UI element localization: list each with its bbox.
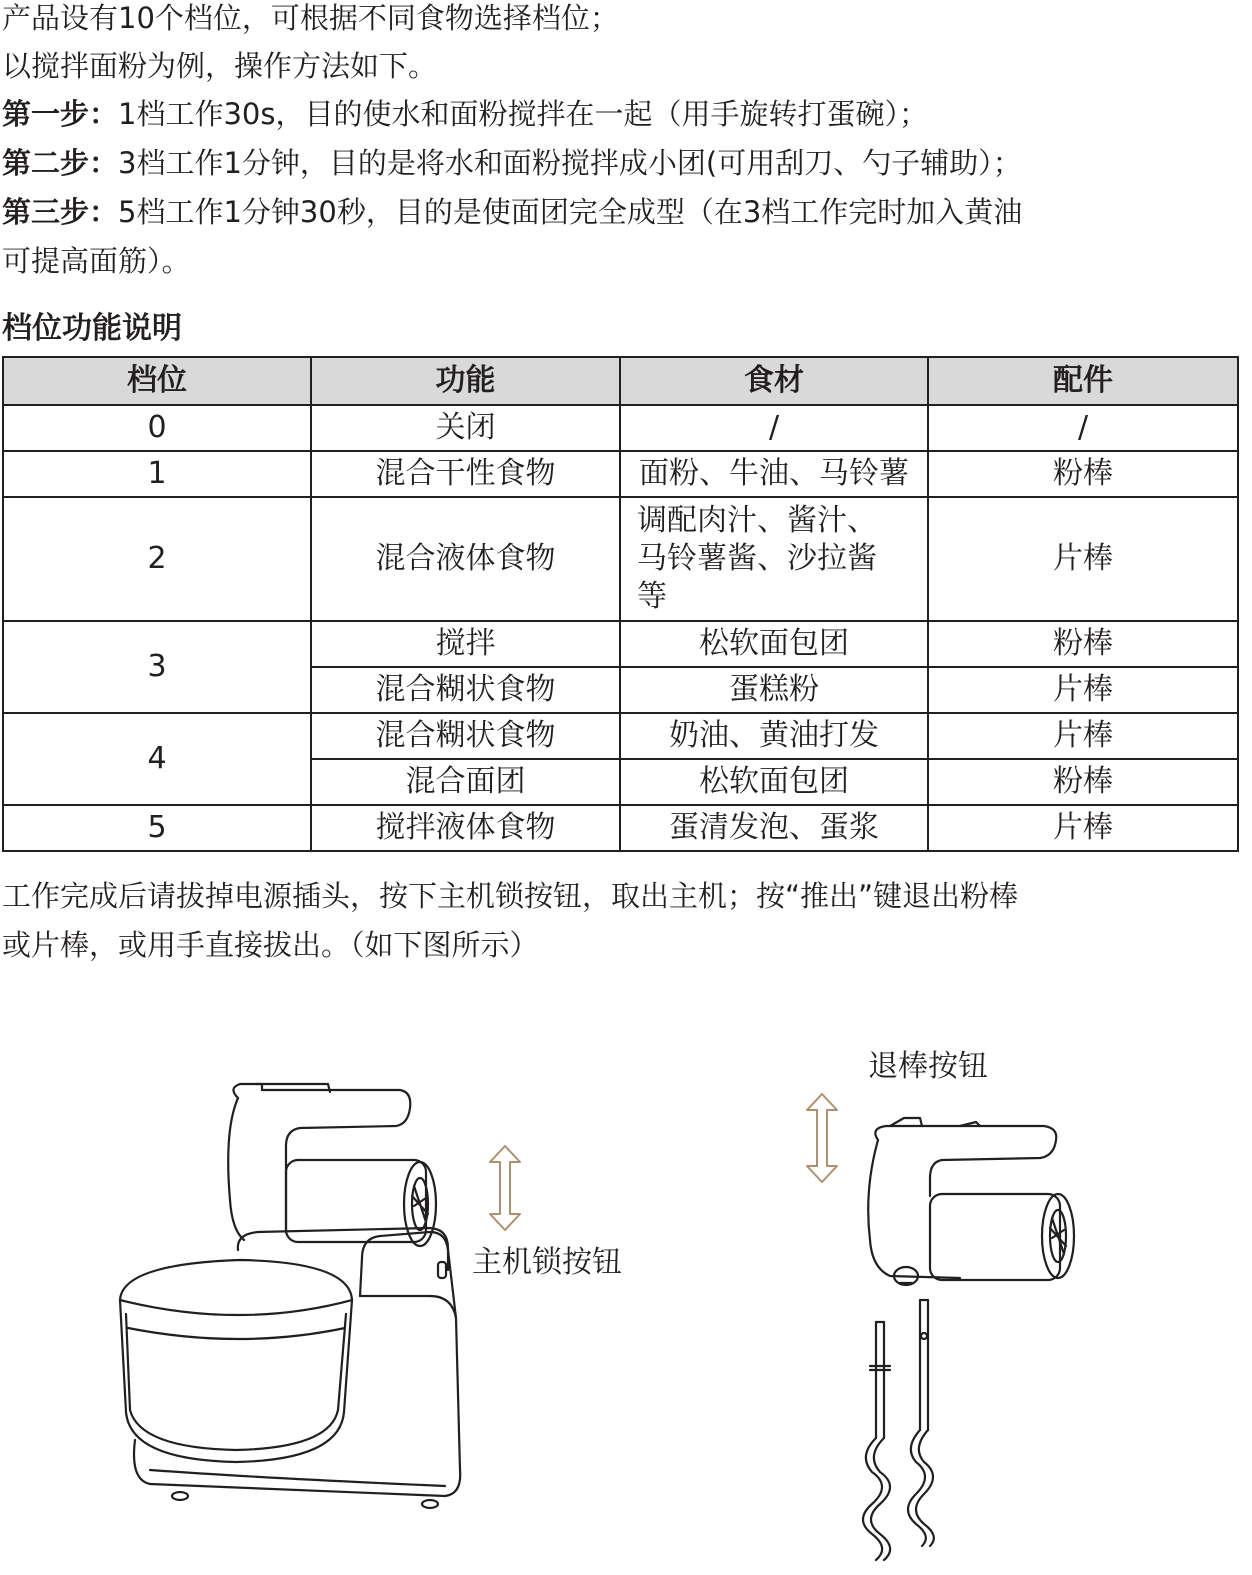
cell-accessory: 粉棒: [928, 621, 1238, 667]
lock-arrow-icon: [490, 1146, 520, 1230]
cell-food-line: 调配肉汁、酱汁、: [637, 503, 877, 538]
cell-food: 奶油、黄油打发: [620, 713, 928, 759]
cell-food: 松软面包团: [620, 759, 928, 805]
cell-food: 蛋糕粉: [620, 667, 928, 713]
after-line-2: 或片棒，或用手直接拔出。（如下图所示）: [2, 928, 539, 962]
cell-function: 混合液体食物: [311, 497, 620, 621]
cell-food: /: [620, 405, 928, 451]
step-3-label: 第三步：: [2, 195, 119, 229]
after-line-1: 工作完成后请拔掉电源插头，按下主机锁按钮，取出主机；按“推出”键退出粉棒: [2, 879, 1019, 913]
step-1-label: 第一步：: [2, 97, 119, 131]
cell-gear: 3: [3, 621, 311, 713]
cell-function: 混合糊状食物: [311, 667, 620, 713]
cell-accessory: 粉棒: [928, 759, 1238, 805]
cell-function: 搅拌液体食物: [311, 805, 620, 851]
cell-accessory: 片棒: [928, 497, 1238, 621]
step-2-label: 第二步：: [2, 146, 119, 180]
cell-function: 搅拌: [311, 621, 620, 667]
intro-line-1: 产品设有10个档位，可根据不同食物选择档位；: [2, 1, 619, 35]
step-2-text: 3档工作1分钟，目的是将水和面粉搅拌成小团(可用刮刀、勺子辅助）；: [118, 146, 1022, 180]
cell-gear: 5: [3, 805, 311, 851]
stand-mixer-illustration: [120, 1084, 460, 1508]
cell-gear: 0: [3, 405, 311, 451]
cell-food: 蛋清发泡、蛋浆: [620, 805, 928, 851]
cell-food-line: 马铃薯酱、沙拉酱: [637, 541, 877, 576]
cell-accessory: 粉棒: [928, 451, 1238, 497]
cell-accessory: 片棒: [928, 713, 1238, 759]
cell-function: 混合面团: [311, 759, 620, 805]
cell-accessory: 片棒: [928, 667, 1238, 713]
eject-arrow-icon: [807, 1094, 837, 1182]
table-title: 档位功能说明: [2, 311, 182, 346]
header-gear: 档位: [3, 357, 311, 405]
step-1-text: 1档工作30s，目的使水和面粉搅拌在一起（用手旋转打蛋碗）；: [118, 97, 928, 131]
cell-food: 面粉、牛油、马铃薯: [620, 451, 928, 497]
cell-gear: 2: [3, 497, 311, 621]
step-3-text: 5档工作1分钟30秒，目的是使面团完全成型（在3档工作完时加入黄油: [118, 195, 1023, 229]
cell-food-line: 等: [637, 579, 667, 614]
beater-hooks-illustration: [863, 1300, 934, 1560]
header-accessory: 配件: [928, 357, 1238, 405]
cell-accessory: 片棒: [928, 805, 1238, 851]
lock-button-label: 主机锁按钮: [472, 1245, 622, 1280]
cell-gear: 1: [3, 451, 311, 497]
cell-gear: 4: [3, 713, 311, 805]
header-function: 功能: [311, 357, 620, 405]
step-3-continued: 可提高面筋）。: [2, 244, 191, 278]
eject-button-label: 退棒按钮: [868, 1049, 988, 1084]
header-food: 食材: [620, 357, 928, 405]
cell-food: 松软面包团: [620, 621, 928, 667]
cell-function: 混合糊状食物: [311, 713, 620, 759]
intro-line-2: 以搅拌面粉为例，操作方法如下。: [2, 49, 438, 83]
cell-function: 关闭: [311, 405, 620, 451]
cell-function: 混合干性食物: [311, 451, 620, 497]
hand-mixer-illustration: [868, 1118, 1074, 1285]
cell-accessory: /: [928, 405, 1238, 451]
